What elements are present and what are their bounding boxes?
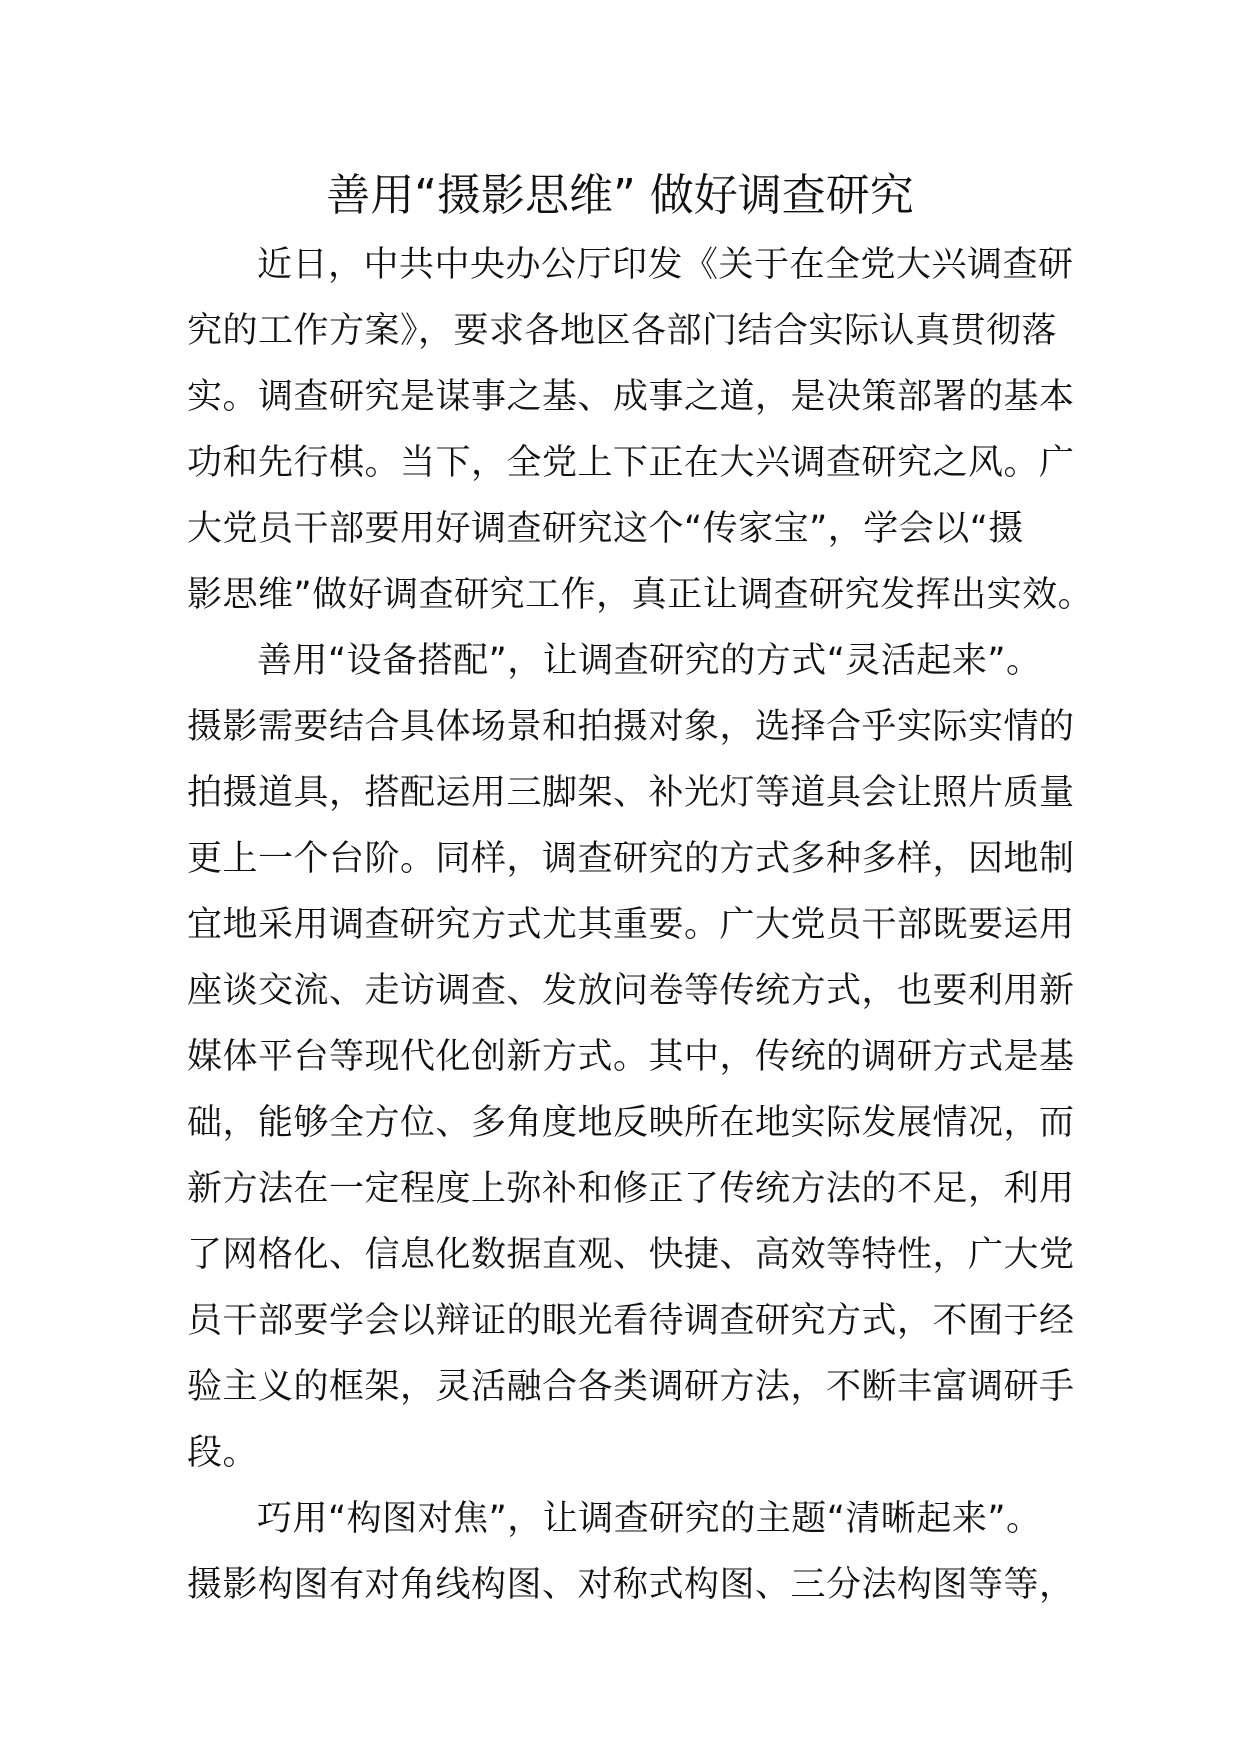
paragraph-line: 大党员干部要用好调查研究这个“传家宝”，学会以“摄	[187, 509, 1024, 549]
paragraph-line: 实。调查研究是谋事之基、成事之道，是决策部署的基本	[187, 377, 1075, 417]
paragraph-line: 段。	[187, 1433, 259, 1473]
paragraph-line: 媒体平台等现代化创新方式。其中，传统的调研方式是基	[187, 1037, 1075, 1077]
document-title: 善用“摄影思维” 做好调查研究	[326, 170, 914, 221]
paragraph-line: 员干部要学会以辩证的眼光看待调查研究方式，不囿于经	[187, 1301, 1075, 1341]
paragraph-line: 摄影构图有对角线构图、对称式构图、三分法构图等等，	[187, 1565, 1075, 1605]
paragraph-line: 座谈交流、走访调查、发放问卷等传统方式，也要利用新	[187, 971, 1075, 1011]
paragraph-line: 善用“设备搭配”，让调查研究的方式“灵活起来”。	[257, 641, 1042, 681]
paragraph-line: 更上一个台阶。同样，调查研究的方式多种多样，因地制	[187, 839, 1075, 879]
paragraph-line: 究的工作方案》，要求各地区各部门结合实际认真贯彻落	[187, 311, 1058, 351]
paragraph-line: 功和先行棋。当下，全党上下正在大兴调查研究之风。广	[187, 443, 1075, 483]
paragraph-line: 新方法在一定程度上弥补和修正了传统方法的不足，利用	[187, 1169, 1075, 1209]
paragraph-line: 摄影需要结合具体场景和拍摄对象，选择合乎实际实情的	[187, 707, 1075, 747]
paragraph-line: 了网格化、信息化数据直观、快捷、高效等特性，广大党	[187, 1235, 1075, 1275]
paragraph-line: 宜地采用调查研究方式尤其重要。广大党员干部既要运用	[187, 905, 1075, 945]
paragraph-line: 影思维”做好调查研究工作，真正让调查研究发挥出实效。	[187, 575, 1094, 615]
paragraph-line: 础，能够全方位、多角度地反映所在地实际发展情况，而	[187, 1103, 1075, 1143]
document-body	[187, 232, 1094, 1618]
paragraph-line: 拍摄道具，搭配运用三脚架、补光灯等道具会让照片质量	[187, 773, 1075, 813]
paragraph-line: 巧用“构图对焦”，让调查研究的主题“清晰起来”。	[257, 1499, 1042, 1539]
paragraph-line: 近日，中共中央办公厅印发《关于在全党大兴调查研	[257, 245, 1074, 285]
paragraph-line: 验主义的框架，灵活融合各类调研方法，不断丰富调研手	[187, 1367, 1075, 1407]
